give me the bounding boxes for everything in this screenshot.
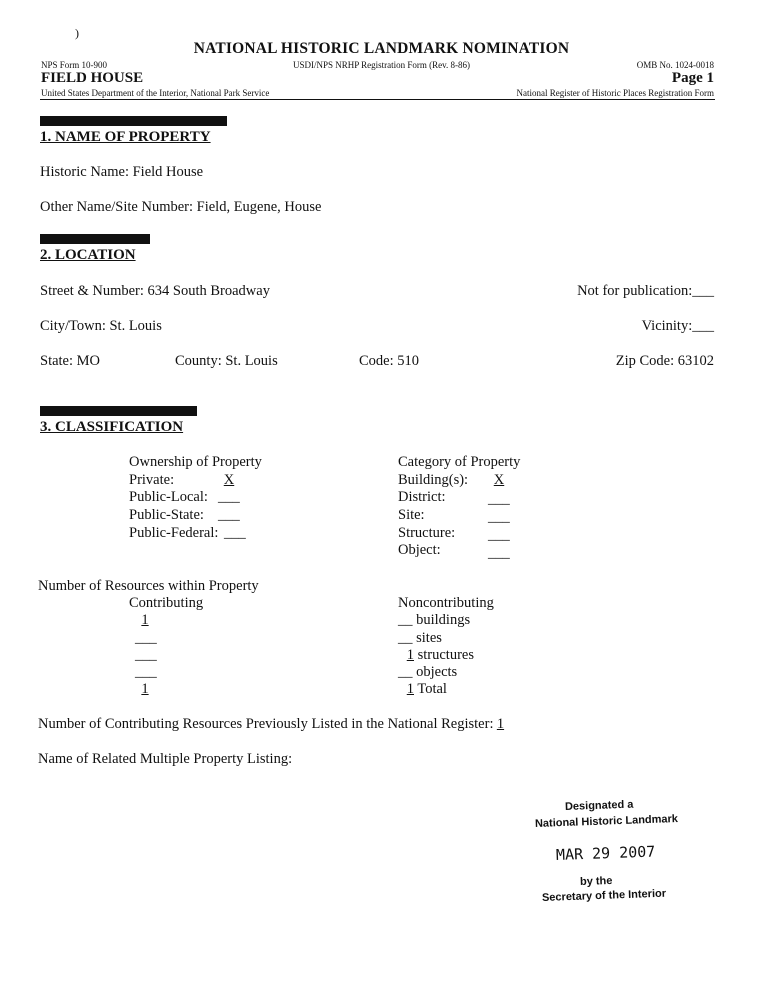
street-number: Street & Number: 634 South Broadway <box>40 283 270 299</box>
noncontributing-row <box>398 630 442 647</box>
previously-listed <box>38 716 507 733</box>
contributing-sites: ___ <box>135 630 157 646</box>
noncontributing-count: 1 <box>406 647 414 663</box>
section-3-heading: 3. CLASSIFICATION <box>40 419 184 435</box>
category-building-label: Building(s): <box>398 472 469 488</box>
historic-name: Historic Name: Field House <box>40 164 204 180</box>
contributing-title: Contributing <box>129 595 204 611</box>
category-district-mark: ___ <box>488 491 510 507</box>
contributing-objects: ___ <box>135 664 157 680</box>
city-town: City/Town: St. Louis <box>40 318 162 334</box>
stamp-secretary: Secretary of the Interior <box>541 887 667 904</box>
ownership-private-label: Private: <box>129 472 175 488</box>
stamp-by-the: by the <box>579 874 613 888</box>
noncontributing-row <box>398 664 457 681</box>
page-number: Page 1 <box>671 70 714 86</box>
stamp-landmark: National Historic Landmark <box>534 813 679 830</box>
category-structure-label: Structure: <box>398 525 456 541</box>
ownership-private-mark: X <box>223 472 235 488</box>
category-site-mark: ___ <box>488 509 510 525</box>
category-building-mark: X <box>493 472 505 488</box>
form-number: NPS Form 10-900 <box>41 60 108 70</box>
property-name: FIELD HOUSE <box>41 70 144 86</box>
noncontributing-row <box>398 647 474 664</box>
noncontributing-title: Noncontributing <box>398 595 494 611</box>
noncontributing-count: __ <box>398 612 413 628</box>
noncontributing-label: structures <box>417 647 474 663</box>
header-rule <box>40 99 715 100</box>
category-title: Category of Property <box>398 454 521 470</box>
section-2-bar <box>40 234 150 244</box>
category-object-mark: ___ <box>488 545 510 561</box>
stamp-date: MAR 29 2007 <box>555 842 656 864</box>
category-district-label: District: <box>398 489 446 505</box>
noncontributing-row <box>398 681 447 698</box>
contributing-structures: ___ <box>135 647 157 663</box>
category-site-label: Site: <box>398 507 425 523</box>
noncontributing-label: objects <box>416 664 458 680</box>
ownership-public-state-mark: ___ <box>218 507 240 523</box>
ownership-public-state-label: Public-State: <box>129 507 204 523</box>
code: Code: 510 <box>359 353 420 369</box>
ownership-public-federal-label: Public-Federal: <box>129 525 219 541</box>
category-structure-mark: ___ <box>488 527 510 543</box>
contributing-buildings: 1 <box>141 612 149 628</box>
form-subtitle: USDI/NPS NRHP Registration Form (Rev. 8-86) <box>292 60 471 70</box>
zip-code: Zip Code: 63102 <box>615 353 714 369</box>
related-listing: Name of Related Multiple Property Listing: <box>38 751 293 767</box>
county: County: St. Louis <box>175 353 278 369</box>
category-object-label: Object: <box>398 542 441 558</box>
noncontributing-row <box>398 612 470 629</box>
section-1-bar <box>40 116 227 126</box>
corner-mark: ) <box>75 26 79 40</box>
ownership-public-local-label: Public-Local: <box>129 489 208 505</box>
form-title: NATIONAL HISTORIC LANDMARK NOMINATION <box>193 40 570 57</box>
noncontributing-label: buildings <box>416 612 471 628</box>
section-3-bar <box>40 406 197 416</box>
noncontributing-count: __ <box>398 664 413 680</box>
other-name: Other Name/Site Number: Field, Eugene, House <box>40 199 322 215</box>
register-form: National Register of Historic Places Registration Form <box>516 88 714 98</box>
state: State: MO <box>40 353 101 369</box>
noncontributing-count: 1 <box>406 681 414 697</box>
resources-title: Number of Resources within Property <box>38 578 259 594</box>
contributing-total: 1 <box>141 681 149 697</box>
noncontributing-count: __ <box>398 630 413 646</box>
section-1-heading: 1. NAME OF PROPERTY <box>40 129 211 145</box>
noncontributing-label: sites <box>416 630 442 646</box>
omb-number: OMB No. 1024-0018 <box>636 60 714 70</box>
ownership-title: Ownership of Property <box>129 454 262 470</box>
ownership-public-federal-mark: ___ <box>224 525 246 541</box>
department: United States Department of the Interior, National Park Service <box>41 88 270 98</box>
section-2-heading: 2. LOCATION <box>40 247 136 263</box>
not-for-publication: Not for publication:___ <box>577 283 714 299</box>
previously-listed-value: 1 <box>496 716 505 732</box>
ownership-public-local-mark: ___ <box>218 489 240 505</box>
stamp-designated: Designated a <box>564 798 634 813</box>
noncontributing-label: Total <box>417 681 447 697</box>
vicinity: Vicinity:___ <box>641 318 714 334</box>
previously-listed-label: Number of Contributing Resources Previously Listed in the National Register: <box>38 716 494 732</box>
